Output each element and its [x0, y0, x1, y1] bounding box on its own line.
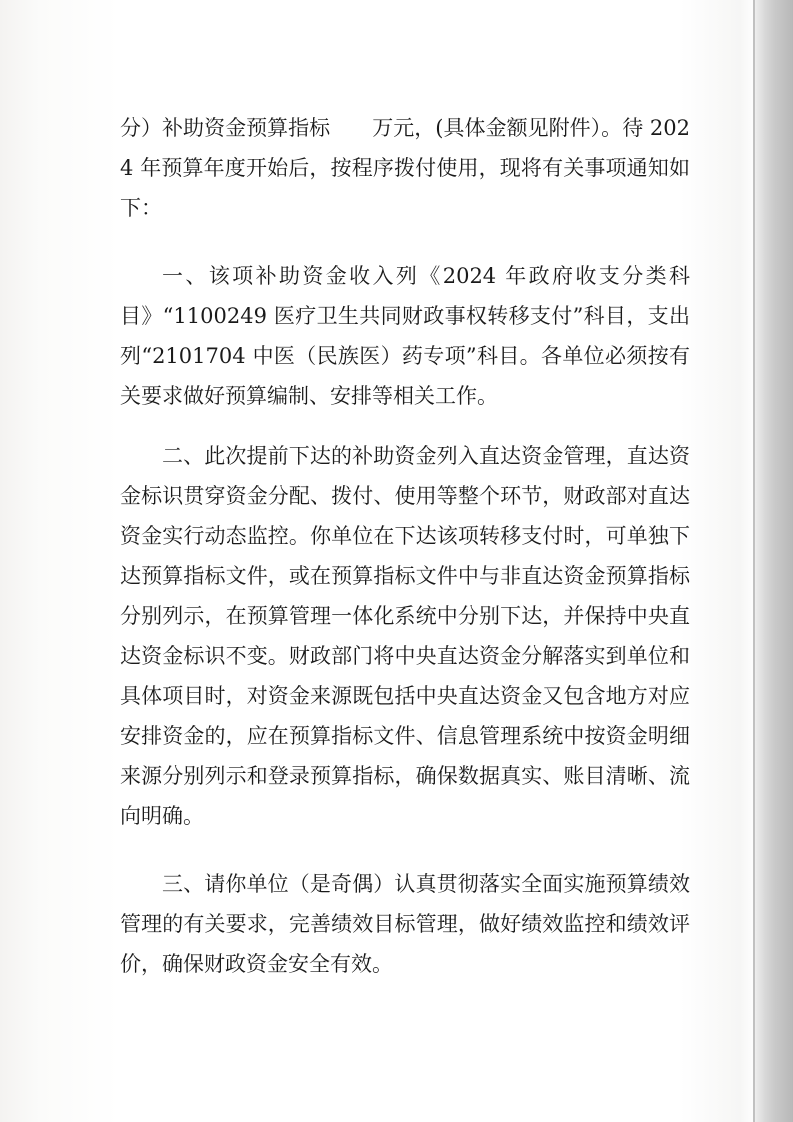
paragraph-intro: 分）补助资金预算指标 万元，(具体金额见附件）。待 2024 年预算年度开始后，按程序拨付使用，现将有关事项通知如下： [120, 116, 690, 220]
paragraph-item-3: 三、请你单位（是奇偶）认真贯彻落实全面实施预算绩效管理的有关要求，完善绩效目标管理，做好绩效监控和绩效评价，确保财政资金安全有效。 [120, 872, 690, 976]
paragraph-item-2: 二、此次提前下达的补助资金列入直达资金管理，直达资金标识贯穿资金分配、拨付、使用等整个环节，财政部对直达资金实行动态监控。你单位在下达该项转移支付时，可单独下达预算指标文件，或在预算指标文件中与非直达资金预算指标分别列示，在预算管理一体化系统中分别下达，并保持中央直达资金标识不变。财政部门将中央直达资金分解落实到单位和具体项目时，对资金来源既包括中央直达资金又包含地方对应安排资金的，应在预算指标文件、信息管理系统中按资金明细来源分别列示和登录预算指标，确保数据真实、账目清晰、流向明确。 [120, 444, 690, 828]
scanner-edge [755, 0, 793, 1122]
document-body [120, 108, 690, 984]
paragraph-item-1: 一、该项补助资金收入列《2024 年政府收支分类科目》“1100249 医疗卫生共同财政事权转移支付”科目，支出列“2101704 中医（民族医）药专项”科目。各单位必须按有关要求做好预算编制、安排等相关工作。 [120, 264, 690, 408]
